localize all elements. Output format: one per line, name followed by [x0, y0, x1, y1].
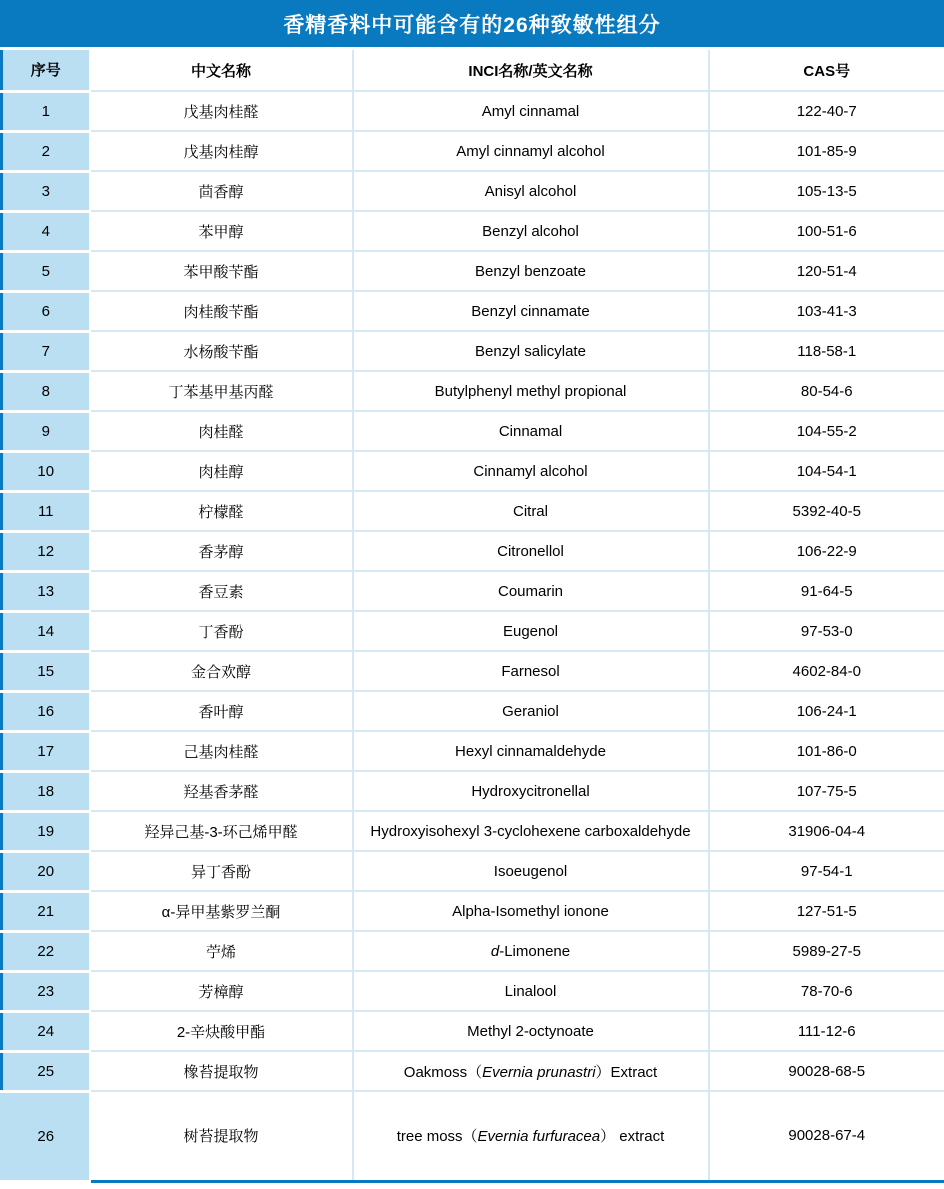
table-row: [2, 851, 944, 891]
index-cell: 15: [2, 651, 90, 691]
chinese-name-cell: 肉桂醛: [90, 411, 353, 451]
index-cell: 25: [2, 1051, 90, 1091]
chinese-name-cell: 戊基肉桂醛: [90, 91, 353, 131]
table-row: [2, 251, 944, 291]
cas-number-cell: 120-51-4: [709, 251, 944, 291]
inci-name-segment: Benzyl alcohol: [482, 222, 579, 240]
inci-name-segment: Amyl cinnamyl alcohol: [456, 142, 605, 160]
inci-name-segment: Oakmoss（: [403, 1063, 483, 1081]
table-row: [2, 411, 944, 451]
inci-name-cell: [353, 891, 709, 931]
inci-name-segment: Cinnamyl alcohol: [473, 462, 588, 480]
chinese-name-cell: 2-辛炔酸甲酯: [90, 1011, 353, 1051]
index-cell: 9: [2, 411, 90, 451]
chinese-name-cell: 苯甲酸苄酯: [90, 251, 353, 291]
cas-number-cell: 101-86-0: [709, 731, 944, 771]
inci-name-cell: [353, 1011, 709, 1051]
inci-name-segment: Benzyl cinnamate: [471, 302, 590, 320]
cas-number-cell: 97-53-0: [709, 611, 944, 651]
inci-name-cell: [353, 691, 709, 731]
header-row: [2, 50, 944, 91]
chinese-name-cell: 香豆素: [90, 571, 353, 611]
chinese-name-cell: α-异甲基紫罗兰酮: [90, 891, 353, 931]
index-cell: 3: [2, 171, 90, 211]
inci-name-cell: [353, 931, 709, 971]
inci-name-segment: Farnesol: [501, 662, 560, 680]
index-cell: 5: [2, 251, 90, 291]
table-row: [2, 691, 944, 731]
inci-name-segment: tree moss（: [396, 1128, 478, 1146]
inci-name-cell: [353, 211, 709, 251]
table-row: [2, 1091, 944, 1181]
inci-name-cell: [353, 851, 709, 891]
table-row: [2, 1011, 944, 1051]
chinese-name-cell: 树苔提取物: [90, 1091, 353, 1181]
cas-number-cell: 118-58-1: [709, 331, 944, 371]
cas-number-cell: 105-13-5: [709, 171, 944, 211]
index-cell: 6: [2, 291, 90, 331]
table-row: [2, 211, 944, 251]
inci-name-segment: -Limonene: [499, 942, 571, 960]
chinese-name-cell: 茴香醇: [90, 171, 353, 211]
inci-name-cell: [353, 331, 709, 371]
index-cell: 12: [2, 531, 90, 571]
index-cell: 22: [2, 931, 90, 971]
inci-name-segment: Amyl cinnamal: [481, 102, 580, 120]
inci-name-cell: [353, 131, 709, 171]
inci-name-cell: [353, 1091, 709, 1181]
index-cell: 18: [2, 771, 90, 811]
inci-name-cell: [353, 251, 709, 291]
chinese-name-cell: 香叶醇: [90, 691, 353, 731]
inci-name-cell: [353, 291, 709, 331]
index-cell: 10: [2, 451, 90, 491]
chinese-name-cell: 芳樟醇: [90, 971, 353, 1011]
inci-name-cell: [353, 1051, 709, 1091]
chinese-name-cell: 异丁香酚: [90, 851, 353, 891]
inci-name-italic-segment: Evernia furfuracea: [477, 1128, 601, 1146]
header-cell-chinese-name: 中文名称: [90, 50, 353, 91]
table-row: [2, 891, 944, 931]
inci-name-segment: Geraniol: [502, 702, 559, 720]
table-row: [2, 531, 944, 571]
index-cell: 4: [2, 211, 90, 251]
chinese-name-cell: 戊基肉桂醇: [90, 131, 353, 171]
table-row: [2, 371, 944, 411]
cas-number-cell: 5989-27-5: [709, 931, 944, 971]
inci-name-italic-segment: d: [490, 942, 500, 960]
index-cell: 14: [2, 611, 90, 651]
table-row: [2, 171, 944, 211]
chinese-name-cell: 羟异己基-3-环己烯甲醛: [90, 811, 353, 851]
table-row: [2, 491, 944, 531]
inci-name-segment: Butylphenyl methyl propional: [434, 382, 627, 400]
chinese-name-cell: 羟基香茅醛: [90, 771, 353, 811]
cas-number-cell: 101-85-9: [709, 131, 944, 171]
inci-name-segment: Isoeugenol: [493, 862, 568, 880]
inci-name-segment: ）Extract: [595, 1063, 658, 1081]
cas-number-cell: 107-75-5: [709, 771, 944, 811]
inci-name-segment: Benzyl salicylate: [475, 342, 586, 360]
chinese-name-cell: 香茅醇: [90, 531, 353, 571]
index-cell: 13: [2, 571, 90, 611]
cas-number-cell: 106-22-9: [709, 531, 944, 571]
table-row: [2, 931, 944, 971]
table-body: [2, 91, 944, 1181]
table-row: [2, 451, 944, 491]
table-row: [2, 331, 944, 371]
chinese-name-cell: 己基肉桂醛: [90, 731, 353, 771]
inci-name-segment: Linalool: [504, 982, 557, 1000]
header-cell-index: 序号: [2, 50, 90, 91]
inci-name-cell: [353, 91, 709, 131]
table-row: [2, 731, 944, 771]
cas-number-cell: 127-51-5: [709, 891, 944, 931]
table-row: [2, 651, 944, 691]
header-cell-cas: CAS号: [709, 50, 944, 91]
chinese-name-cell: 苯甲醇: [90, 211, 353, 251]
inci-name-segment: Methyl 2-octynoate: [467, 1022, 594, 1040]
inci-name-italic-segment: Evernia prunastri: [482, 1063, 596, 1081]
index-cell: 7: [2, 331, 90, 371]
header-cell-inci-name: INCI名称/英文名称: [353, 50, 709, 91]
index-cell: 26: [2, 1091, 90, 1181]
inci-name-segment: Coumarin: [497, 582, 564, 600]
cas-number-cell: 103-41-3: [709, 291, 944, 331]
inci-name-cell: [353, 451, 709, 491]
index-cell: 21: [2, 891, 90, 931]
cas-number-cell: 31906-04-4: [709, 811, 944, 851]
table-row: [2, 811, 944, 851]
cas-number-cell: 91-64-5: [709, 571, 944, 611]
inci-name-cell: [353, 491, 709, 531]
index-cell: 11: [2, 491, 90, 531]
cas-number-cell: 104-54-1: [709, 451, 944, 491]
chinese-name-cell: 肉桂醇: [90, 451, 353, 491]
inci-name-cell: [353, 571, 709, 611]
inci-name-cell: [353, 611, 709, 651]
index-cell: 8: [2, 371, 90, 411]
inci-name-segment: Alpha-Isomethyl ionone: [452, 902, 609, 920]
cas-number-cell: 78-70-6: [709, 971, 944, 1011]
cas-number-cell: 90028-68-5: [709, 1051, 944, 1091]
inci-name-cell: [353, 531, 709, 571]
chinese-name-cell: 橡苔提取物: [90, 1051, 353, 1091]
index-cell: 19: [2, 811, 90, 851]
inci-name-cell: [353, 651, 709, 691]
cas-number-cell: 5392-40-5: [709, 491, 944, 531]
inci-name-segment: Hydroxycitronellal: [471, 782, 590, 800]
table-row: [2, 771, 944, 811]
cas-number-cell: 4602-84-0: [709, 651, 944, 691]
table-row: [2, 1051, 944, 1091]
table-row: [2, 291, 944, 331]
index-cell: 24: [2, 1011, 90, 1051]
index-cell: 20: [2, 851, 90, 891]
inci-name-cell: [353, 411, 709, 451]
cas-number-cell: 80-54-6: [709, 371, 944, 411]
cas-number-cell: 97-54-1: [709, 851, 944, 891]
index-cell: 1: [2, 91, 90, 131]
chinese-name-cell: 丁香酚: [90, 611, 353, 651]
inci-name-cell: [353, 971, 709, 1011]
cas-number-cell: 111-12-6: [709, 1011, 944, 1051]
table-row: [2, 611, 944, 651]
inci-name-cell: [353, 171, 709, 211]
inci-name-segment: Citronellol: [497, 542, 564, 560]
table-header: [2, 50, 944, 91]
index-cell: 17: [2, 731, 90, 771]
chinese-name-cell: 苧烯: [90, 931, 353, 971]
index-cell: 2: [2, 131, 90, 171]
inci-name-segment: Citral: [512, 502, 548, 520]
cas-number-cell: 104-55-2: [709, 411, 944, 451]
inci-name-segment: Benzyl benzoate: [475, 262, 586, 280]
chinese-name-cell: 丁苯基甲基丙醛: [90, 371, 353, 411]
inci-name-segment: Cinnamal: [498, 422, 563, 440]
inci-name-cell: [353, 731, 709, 771]
table-row: [2, 971, 944, 1011]
cas-number-cell: 106-24-1: [709, 691, 944, 731]
inci-name-segment: ） extract: [600, 1128, 665, 1146]
cas-number-cell: 90028-67-4: [709, 1091, 944, 1181]
chinese-name-cell: 肉桂酸苄酯: [90, 291, 353, 331]
table-row: [2, 571, 944, 611]
cas-number-cell: 100-51-6: [709, 211, 944, 251]
page-title: 香精香料中可能含有的26种致敏性组分: [0, 0, 944, 47]
chinese-name-cell: 金合欢醇: [90, 651, 353, 691]
chinese-name-cell: 柠檬醛: [90, 491, 353, 531]
index-cell: 16: [2, 691, 90, 731]
inci-name-cell: [353, 771, 709, 811]
inci-name-cell: [353, 811, 709, 851]
inci-name-segment: Hexyl cinnamaldehyde: [455, 742, 606, 760]
inci-name-segment: Anisyl alcohol: [484, 182, 577, 200]
index-cell: 23: [2, 971, 90, 1011]
chinese-name-cell: 水杨酸苄酯: [90, 331, 353, 371]
cas-number-cell: 122-40-7: [709, 91, 944, 131]
table-row: [2, 91, 944, 131]
inci-name-segment: Hydroxyisohexyl 3-cyclohexene carboxaldehyde: [370, 822, 691, 840]
table-row: [2, 131, 944, 171]
allergen-table: [0, 50, 944, 1183]
inci-name-cell: [353, 371, 709, 411]
inci-name-segment: Eugenol: [502, 622, 559, 640]
